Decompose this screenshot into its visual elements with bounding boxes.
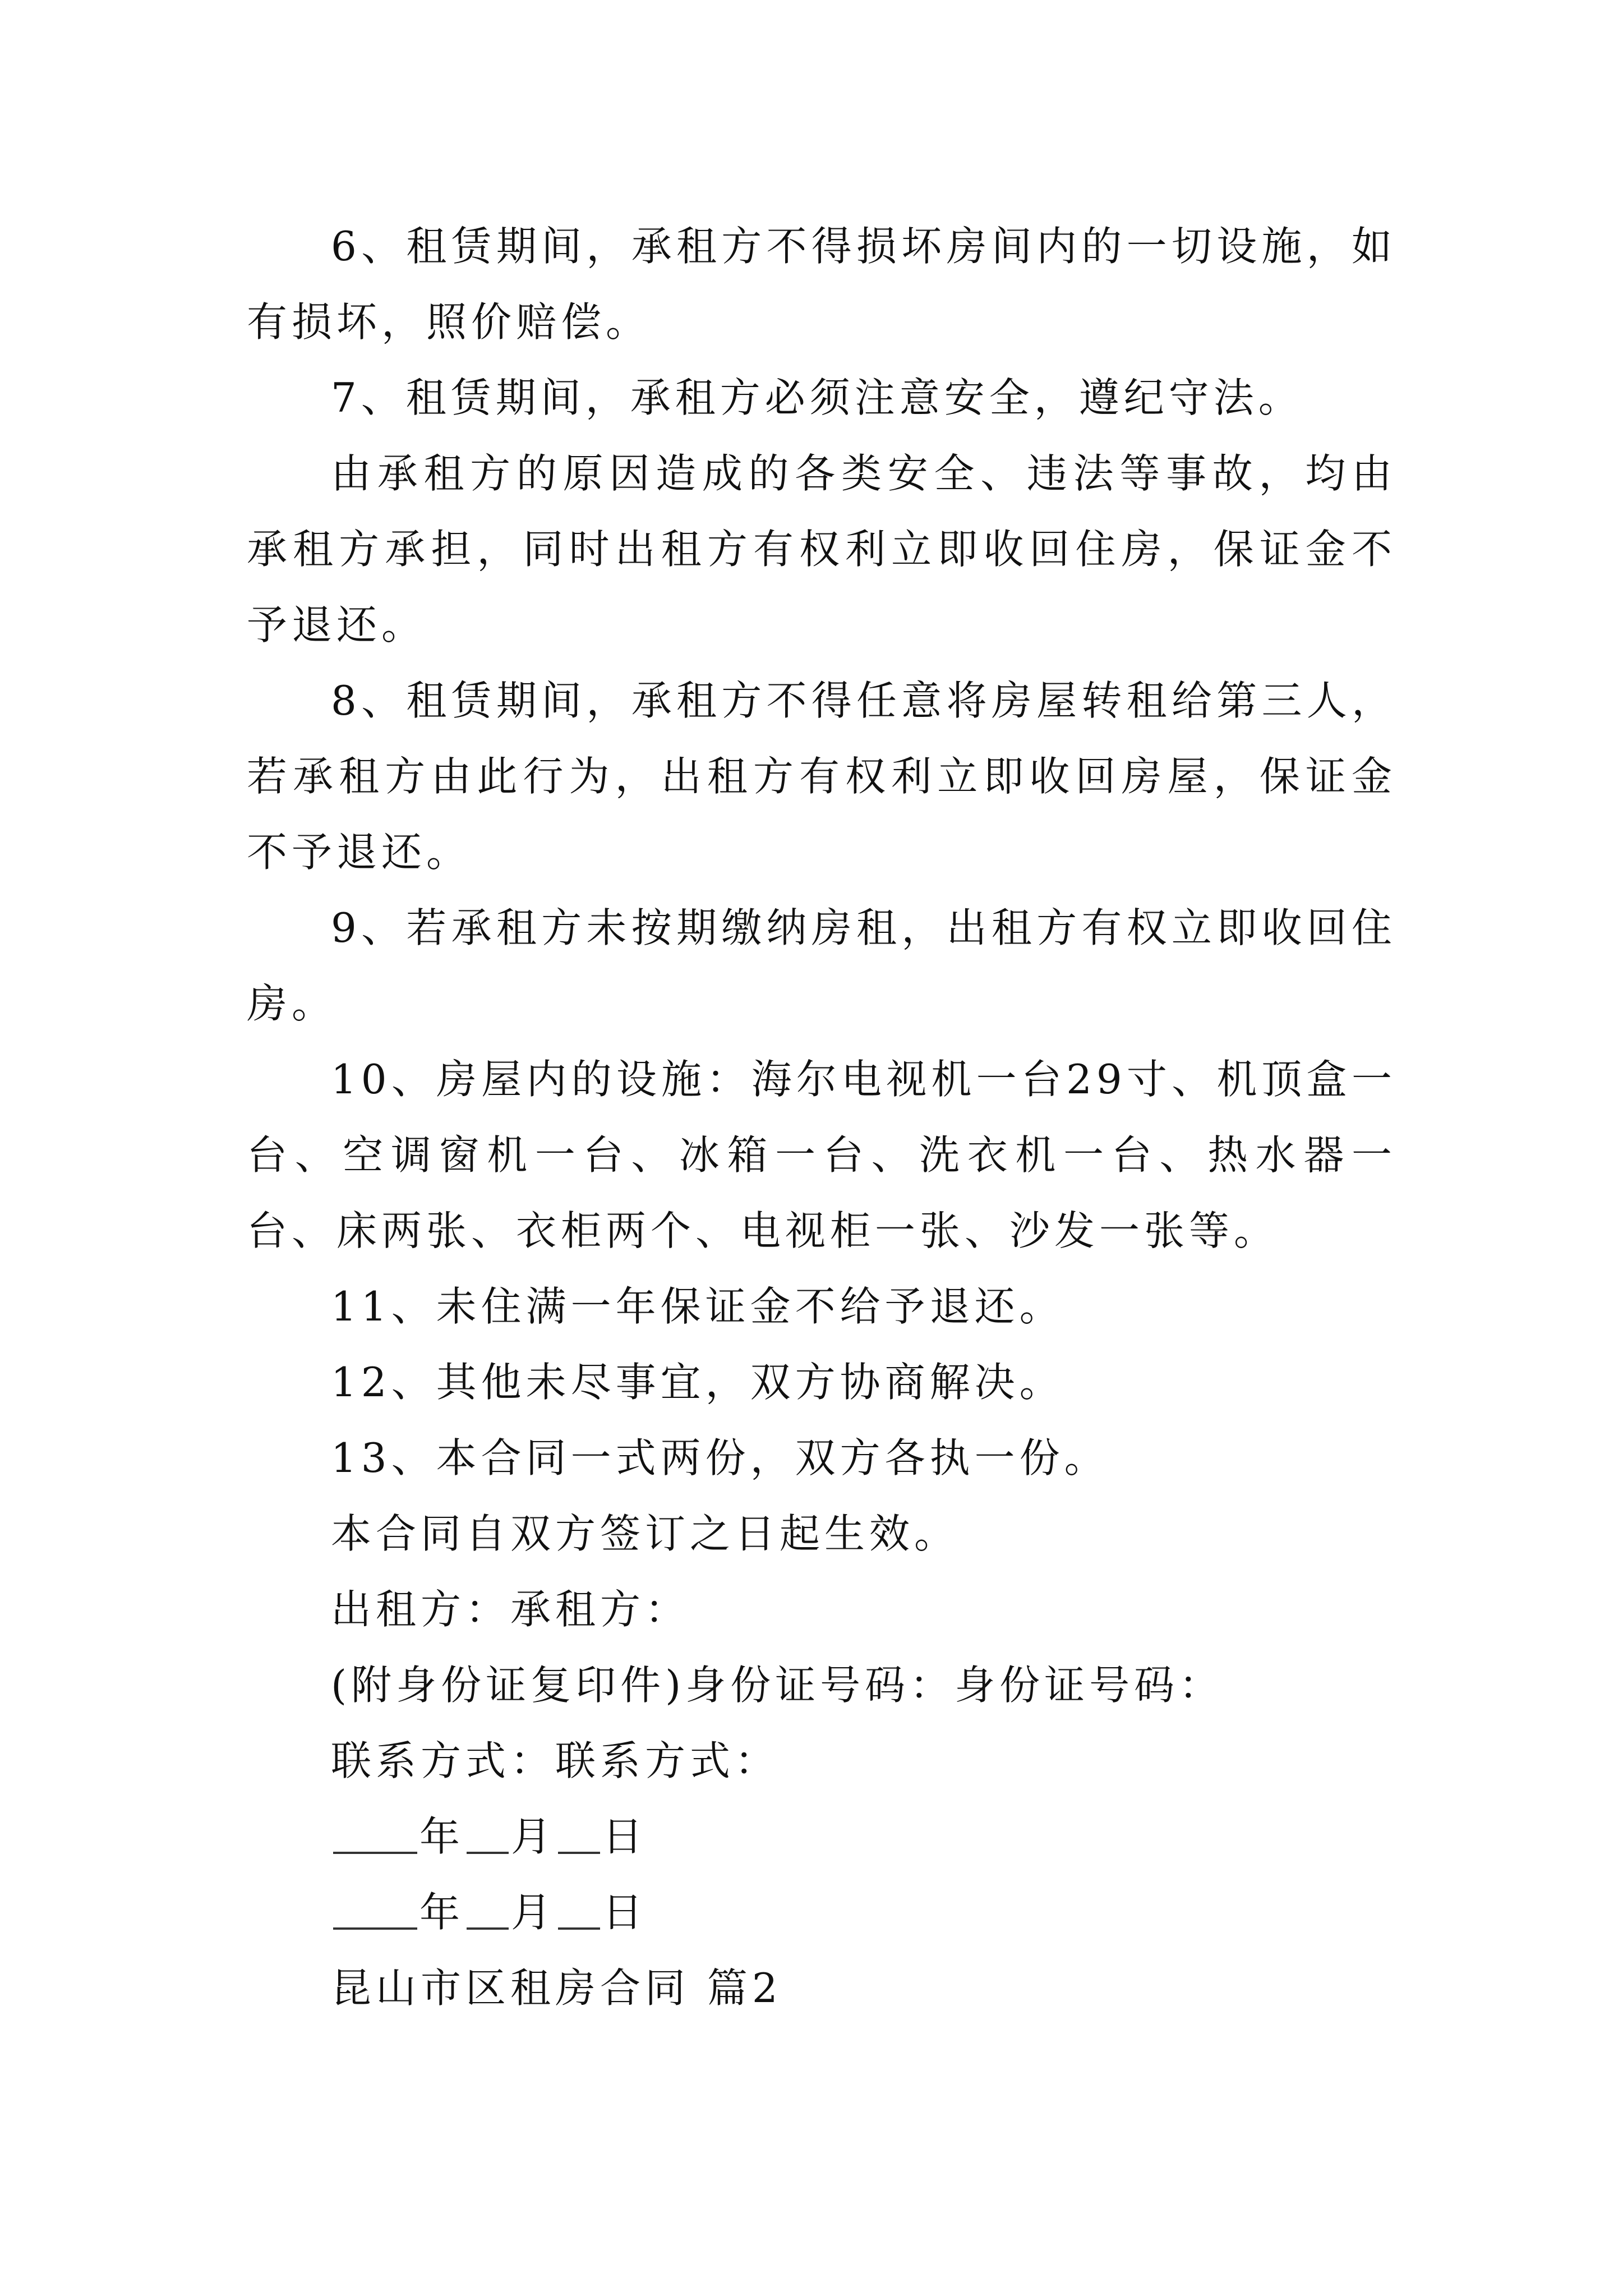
- clause-10: 10、房屋内的设施：海尔电视机一台29寸、机顶盒一台、空调窗机一台、冰箱一台、洗衣机一台、热水器一台、床两张、衣柜两个、电视柜一张、沙发一张等。: [247, 1056, 1396, 1254]
- clause-7: 7、租赁期间，承租方必须注意安全，遵纪守法。: [331, 374, 1303, 421]
- year-blank: [333, 1887, 417, 1930]
- month-blank: [467, 1811, 509, 1854]
- day-blank: [558, 1887, 600, 1930]
- month-label: 月: [511, 1889, 556, 1936]
- clause-12: 12、其他未尽事宜，双方协商解决。: [331, 1359, 1064, 1406]
- day-label: 日: [602, 1889, 648, 1936]
- year-label: 年: [419, 1889, 465, 1936]
- clause-9: 9、若承租方未按期缴纳房租，出租方有权立即收回住房。: [247, 904, 1396, 1027]
- date-line-2: [247, 1875, 1396, 1950]
- day-blank: [558, 1811, 600, 1854]
- document-body: [247, 209, 1396, 2026]
- year-blank: [333, 1811, 417, 1854]
- clause-13: 13、本合同一式两份，双方各执一份。: [331, 1434, 1109, 1481]
- next-contract-heading: 昆山市区租房合同 篇2: [331, 1964, 782, 2012]
- clause-8: 8、租赁期间，承租方不得任意将房屋转租给第三人，若承租方由此行为，出租方有权利立即收回房屋，保证金不予退还。: [247, 677, 1396, 876]
- party-labels: 出租方：承租方：: [331, 1586, 690, 1633]
- id-number-labels: (附身份证复印件)身份证号码：身份证号码：: [331, 1662, 1224, 1709]
- month-label: 月: [511, 1813, 556, 1860]
- month-blank: [467, 1887, 509, 1930]
- day-label: 日: [602, 1813, 648, 1860]
- clause-11: 11、未住满一年保证金不给予退还。: [331, 1283, 1064, 1330]
- date-line-1: [247, 1799, 1396, 1875]
- contact-labels: 联系方式：联系方式：: [331, 1737, 780, 1784]
- year-label: 年: [419, 1813, 465, 1860]
- effective-statement: 本合同自双方签订之日起生效。: [331, 1510, 960, 1557]
- clause-7-continued: 由承租方的原因造成的各类安全、违法等事故，均由承租方承担，同时出租方有权利立即收回住房，保证金不予退还。: [247, 450, 1396, 648]
- clause-6: 6、租赁期间，承租方不得损坏房间内的一切设施，如有损坏，照价赔偿。: [247, 223, 1396, 346]
